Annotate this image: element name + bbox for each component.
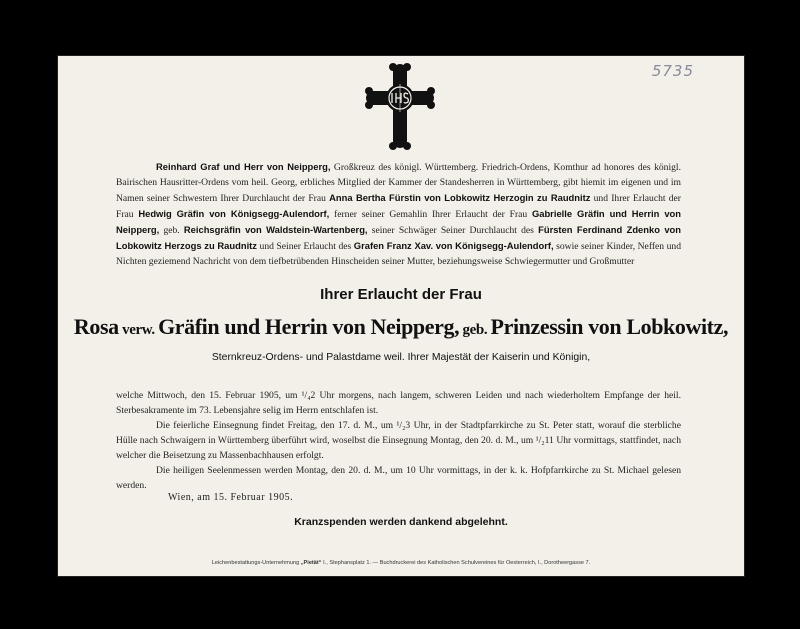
funeral-paragraph: Die feierliche Einsegnung findet Freitag, den 17. d. M., um ¹/₂3 Uhr, in der Stadtpfarrkirche zu St. Peter statt, worauf die sterbliche Hülle nach Schwaigern in Württemberg überführt wird, woselbst die Einsegnung Montag, den 20. d. M., um ¹/₂11 Uhr vormittags, stattfindet, nach welcher die Beisetzung zu Massenbachhausen erfolgt. <box>116 420 681 461</box>
name-hedwig: Hedwig Gräfin von Königsegg-Aulendorf, <box>138 208 330 219</box>
intro-text-4: geb. <box>159 225 184 236</box>
intro-text-3: ferner seiner Gemahlin Ihrer Erlaucht der Frau <box>329 209 532 220</box>
details-block <box>116 388 681 493</box>
imprint-text-1: Leichenbestattungs-Unternehmung <box>211 560 301 566</box>
obituary-sheet <box>58 56 744 576</box>
name-waldstein: Reichsgräfin von Waldstein-Wartenberg, <box>183 224 368 235</box>
deceased-birth-name: Prinzessin von Lobkowitz, <box>490 314 729 339</box>
name-reinhard: Reinhard Graf und Herr von Neipperg, <box>156 161 331 172</box>
death-paragraph: welche Mittwoch, den 15. Februar 1905, um ¹/₄2 Uhr morgens, nach langem, schweren Leiden und nach wiederholtem Empfange der heil. Sterbesakramente im 73. Lebensjahre selig im Herrn entschlafen ist. <box>116 390 681 416</box>
intro-text-6: und Seiner Erlaucht des <box>257 241 354 252</box>
heading-erlaucht: Ihrer Erlaucht der Frau <box>320 286 482 303</box>
deceased-name <box>58 314 744 340</box>
deceased-first-name: Rosa <box>73 314 119 339</box>
announcement-paragraph <box>116 159 681 269</box>
intro-text-5: seiner Schwäger Seiner Durchlaucht des <box>367 225 539 236</box>
ihs-cross-icon <box>364 62 436 150</box>
name-gabrielle: Gabrielle Gräfin und Herrin von Neipperg, <box>116 208 681 235</box>
deceased-honours: Sternkreuz-Ordens- und Palastdame weil. Ihrer Majestät der Kaiserin und Königin, <box>211 352 591 363</box>
imprint-pietat: „Pietät“ <box>300 560 322 566</box>
mass-paragraph: Die heiligen Seelenmessen werden Montag, den 20. d. M., um 10 Uhr vormittags, in der k. k. Hofpfarrkirche zu St. Michael gelesen werden. <box>116 465 681 491</box>
intro-text-2: und Ihrer Erlaucht der Frau <box>116 193 681 220</box>
name-franz-xav: Grafen Franz Xav. von Königsegg-Aulendorf, <box>353 240 554 251</box>
deceased-title: Gräfin und Herrin von Neipperg, <box>158 314 460 339</box>
intro-text-1: Großkreuz des königl. Württemberg. Friedrich-Ordens, Komthur ad honores des königl. Bairischen Hausritter-Ordens vom heil. Georg, erbliches Mitglied der Kammer der Standesherren in Württemberg, gibt hiemit im eigenen und im Namen seiner Schwestern Ihrer Durchlaucht der Frau <box>116 162 682 204</box>
printer-imprint <box>58 560 744 566</box>
intro-text-7: sowie seiner Kinder, Neffen und Nichten geziemend Nachricht von dem tiefbetrübenden Hinscheiden seiner Mutter, beziehungsweise Schwiegermutter und Großmutter <box>116 241 682 267</box>
imprint-text-2: I., Stephansplatz 1. — Buchdruckerei des Katholischen Schulvereines für Oesterreich, I., Dorotheergasse 7. <box>321 560 591 566</box>
archive-number: 5735 <box>651 62 694 80</box>
deceased-verw: verw. <box>118 322 159 338</box>
closing-note: Kranzspenden werden dankend abgelehnt. <box>294 516 508 528</box>
name-ferdinand-zdenko: Fürsten Ferdinand Zdenko von Lobkowitz Herzogs zu Raudnitz <box>116 224 681 251</box>
deceased-geb: geb. <box>459 322 491 338</box>
place-date: Wien, am 15. Februar 1905. <box>168 492 294 503</box>
name-anna-bertha: Anna Bertha Fürstin von Lobkowitz Herzogin zu Raudnitz <box>329 192 591 203</box>
